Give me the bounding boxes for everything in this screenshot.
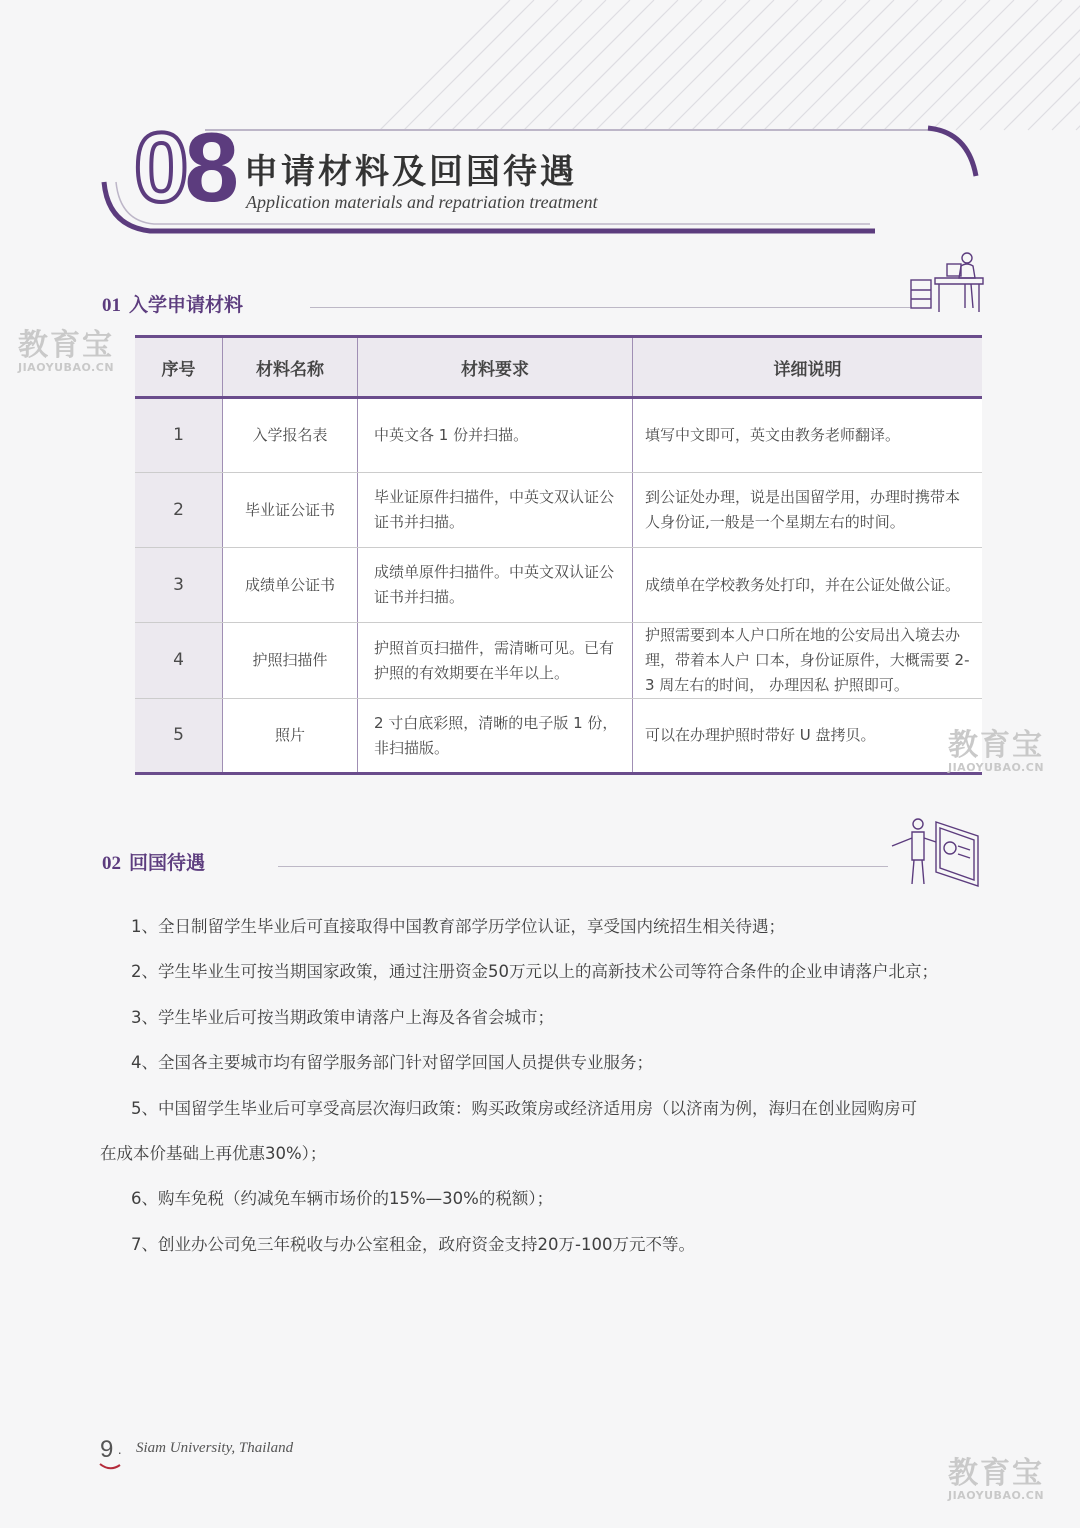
table-cell: 成绩单原件扫描件。中英文双认证公证书并扫描。 (358, 548, 633, 623)
table-row (135, 473, 982, 548)
table-row (135, 398, 982, 473)
table-cell: 护照首页扫描件，需清晰可见。已有护照的有效期要在半年以上。 (358, 623, 633, 699)
table-cell: 入学报名表 (223, 398, 358, 473)
column-header: 材料名称 (223, 337, 358, 398)
page-number: 9 · (100, 1436, 123, 1463)
table-cell: 护照需要到本人户口所在地的公安局出入境去办理，带着本人户 口本，身份证原件，大概需要 2-3 周左右的时间， 办理因私 护照即可。 (633, 623, 983, 699)
table-cell: 可以在办理护照时带好 U 盘拷贝。 (633, 699, 983, 774)
list-item: 1、全日制留学生毕业后可直接取得中国教育部学历学位认证，享受国内统招生相关待遇； (131, 917, 785, 936)
watermark-logo: 教育宝 JIAOYUBAO.CN (18, 328, 115, 374)
column-header: 详细说明 (633, 337, 983, 398)
list-item: 2、学生毕业生可按当期国家政策，通过注册资金50万元以上的高新技术公司等符合条件的企业申请落户北京； (131, 962, 938, 982)
table-cell: 成绩单在学校教务处打印，并在公证处做公证。 (633, 548, 983, 623)
table-header-row (135, 337, 982, 398)
table-cell: 成绩单公证书 (223, 548, 358, 623)
column-header: 材料要求 (358, 337, 633, 398)
footer-university-name: Siam University, Thailand (136, 1440, 294, 1456)
list-item: 6、购车免税（约减免车辆市场价的15%—30%的税额）； (131, 1189, 554, 1209)
section-title-repatriation-treatment: 02 回国待遇 (102, 852, 206, 874)
table-cell: 到公证处办理，说是出国留学用，办理时携带本人身份证,一般是一个星期左右的时间。 (633, 473, 983, 548)
table-cell: 3 (135, 548, 223, 623)
table-cell: 中英文各 1 份并扫描。 (358, 398, 633, 473)
desk-worker-icon (905, 250, 987, 316)
list-item: 5、中国留学生毕业后可享受高层次海归政策：购买政策房或经济适用房（以济南为例，海归在创业园购房可 (131, 1098, 917, 1118)
page-title: 申请材料及回国待遇 (244, 152, 577, 192)
table-row (135, 548, 982, 623)
page-subtitle: Application materials and repatriation treatment (246, 192, 598, 212)
column-header: 序号 (135, 337, 223, 398)
watermark-logo: 教育宝 JIAOYUBAO.CN (948, 1456, 1045, 1502)
chapter-number: 08 (134, 112, 236, 222)
list-item: 7、创业办公司免三年税收与办公室租金，政府资金支持20万-100万元不等。 (131, 1234, 695, 1254)
table-cell: 4 (135, 623, 223, 699)
table-cell: 毕业证原件扫描件，中英文双认证公证书并扫描。 (358, 473, 633, 548)
application-materials-table (135, 335, 982, 775)
table-cell: 2 (135, 473, 223, 548)
table-cell: 照片 (223, 699, 358, 774)
benefits-list (100, 912, 991, 1275)
table-cell: 毕业证公证书 (223, 473, 358, 548)
table-cell: 护照扫描件 (223, 623, 358, 699)
page-number-underline (98, 1462, 122, 1472)
section-divider (278, 866, 888, 867)
section-divider (310, 307, 910, 308)
list-item: 4、全国各主要城市均有留学服务部门针对留学回国人员提供专业服务； (131, 1053, 653, 1073)
list-item-continuation: 在成本价基础上再优惠30%）； (100, 1143, 327, 1163)
table-cell: 1 (135, 398, 223, 473)
table-row (135, 699, 982, 774)
watermark-logo: 教育宝 JIAOYUBAO.CN (948, 728, 1045, 774)
section-title-application-materials: 01 入学申请材料 (102, 294, 244, 316)
table-cell: 5 (135, 699, 223, 774)
table-cell: 2 寸白底彩照，清晰的电子版 1 份， 非扫描版。 (358, 699, 633, 774)
presentation-board-icon (888, 816, 984, 888)
table-cell: 填写中文即可，英文由教务老师翻译。 (633, 398, 983, 473)
table-row (135, 623, 982, 699)
list-item: 3、学生毕业后可按当期政策申请落户上海及各省会城市； (131, 1007, 554, 1027)
